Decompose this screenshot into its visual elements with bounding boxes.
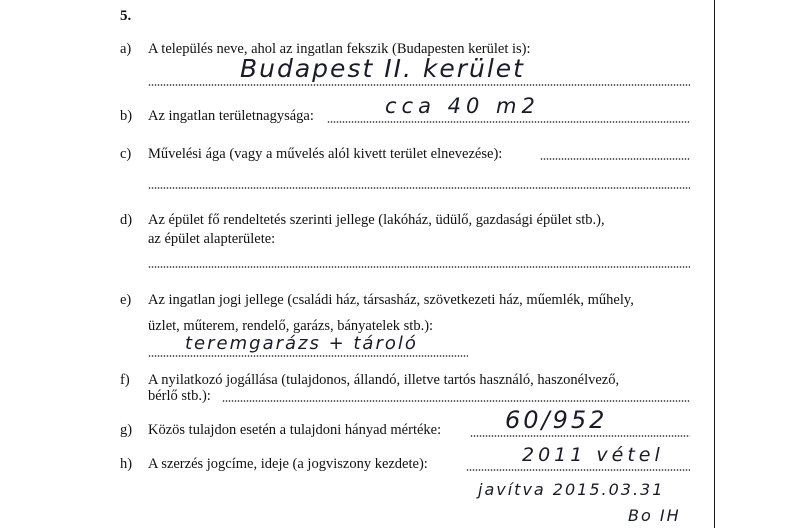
item-h-answer: 2011 vétel xyxy=(522,444,664,466)
item-c-answer-line-2 xyxy=(148,187,690,189)
item-c-answer-line-1 xyxy=(540,158,690,160)
item-g-answer-line xyxy=(470,435,690,437)
correction-note: javítva 2015.03.31 xyxy=(478,480,665,499)
item-g-question: Közös tulajdon esetén a tulajdoni hányad mértéke: xyxy=(148,422,442,438)
item-b-question: Az ingatlan területnagysága: xyxy=(148,108,314,124)
item-a-question: A település neve, ahol az ingatlan fekszik (Budapesten kerület is): xyxy=(148,41,531,57)
item-d-question-line2: az épület alapterülete: xyxy=(148,231,276,247)
item-e-label: e) xyxy=(120,292,132,308)
item-a-label: a) xyxy=(120,41,132,57)
item-e-question-line1: Az ingatlan jogi jellege (családi ház, társasház, szövetkezeti ház, műemlék, műhely, xyxy=(148,292,634,308)
item-d-label: d) xyxy=(120,212,133,228)
item-f-question-line1: A nyilatkozó jogállása (tulajdonos, állandó, illetve tartós használó, haszonélvező, xyxy=(148,372,620,388)
item-h-question: A szerzés jogcíme, ideje (a jogviszony kezdete): xyxy=(148,456,428,472)
item-b-answer: cca 40 m2 xyxy=(385,94,540,118)
item-b-answer-line xyxy=(327,121,690,123)
item-c-question: Művelési ága (vagy a művelés alól kivett terület elnevezése): xyxy=(148,146,503,162)
item-a-answer: Budapest II. kerület xyxy=(240,54,525,83)
item-a-answer-line xyxy=(148,84,690,86)
item-g-label: g) xyxy=(120,422,133,438)
item-e-answer: teremgarázs + tároló xyxy=(185,333,418,354)
item-h-answer-line xyxy=(466,469,690,471)
item-h-label: h) xyxy=(120,456,133,472)
item-f-answer-line xyxy=(222,400,690,402)
item-f-label: f) xyxy=(120,372,130,388)
section-number: 5. xyxy=(120,8,132,24)
item-d-question-line1: Az épület fő rendeltetés szerinti jellege (lakóház, üdülő, gazdasági épület stb.), xyxy=(148,212,605,228)
item-b-label: b) xyxy=(120,108,133,124)
item-g-answer: 60/952 xyxy=(505,406,608,434)
item-e-question-line2: üzlet, műterem, rendelő, garázs, bányatelek stb.): xyxy=(148,318,434,334)
item-e-answer-line xyxy=(148,355,468,357)
correction-signature: Bo IH xyxy=(628,506,681,525)
item-d-answer-line xyxy=(148,266,690,268)
page-edge-line xyxy=(714,0,715,528)
item-f-question-line2: bérlő stb.): xyxy=(148,388,211,404)
item-c-label: c) xyxy=(120,146,132,162)
